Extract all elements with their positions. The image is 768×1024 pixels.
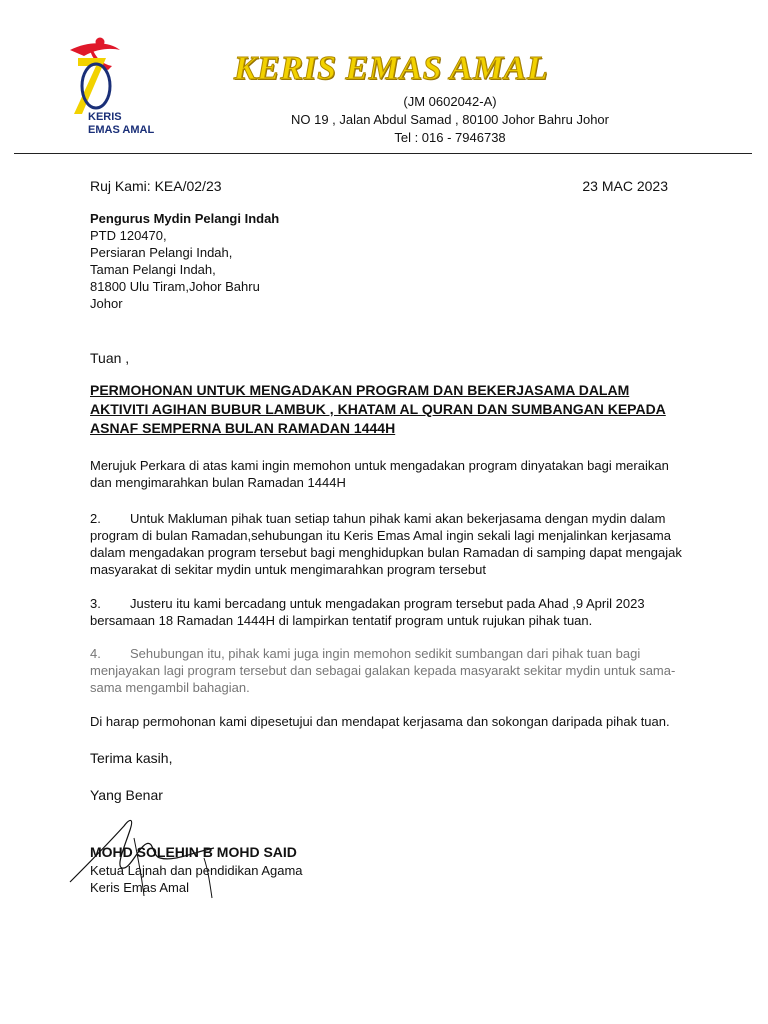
organization-telephone: Tel : 016 - 7946738 <box>394 130 506 145</box>
signer-organization: Keris Emas Amal <box>90 880 189 895</box>
paragraph-2 <box>90 510 690 578</box>
logo-wordmark-line1: KERIS <box>88 111 122 123</box>
recipient-address-line: Johor <box>90 296 123 311</box>
paragraph-3-text: Justeru itu kami bercadang untuk mengadakan program tersebut pada Ahad ,9 April 2023 bersamaan 18 Ramadan 1444H di lampirkan tentatif program untuk rujukan pihak tuan. <box>90 596 645 628</box>
paragraph-2-text: Untuk Makluman pihak tuan setiap tahun pihak kami akan bekerjasama dengan mydin dalam program di bulan Ramadan,sehubungan itu Keris Emas Amal ingin sekali lagi menjalinkan kerjasama dalam mengadakan program tersebut bagi menghidupkan bulan Ramadan di samping dapat mengajak masyarakat di sekitar mydin untuk mengimarahkan program tersebut <box>90 511 682 577</box>
signer-details <box>90 862 303 896</box>
letterhead-divider <box>14 153 752 154</box>
paragraph-1: Merujuk Perkara di atas kami ingin memohon untuk mengadakan program dinyatakan bagi meraikan dan mengimarahkan bulan Ramadan 1444H <box>90 458 669 490</box>
reference-number: Ruj Kami: KEA/02/23 <box>90 178 222 194</box>
logo-red-head <box>96 38 105 47</box>
signer-title: Ketua Lajnah dan pendidikan Agama <box>90 863 303 878</box>
recipient-address-line: PTD 120470, <box>90 228 167 243</box>
paragraph-number: 4. <box>90 646 101 661</box>
organization-name <box>0 50 768 88</box>
recipient-address-line: Taman Pelangi Indah, <box>90 262 216 277</box>
recipient-block <box>90 210 279 312</box>
registration-number: (JM 0602042-A) <box>403 94 497 109</box>
logo-wordmark-line2: EMAS AMAL <box>88 124 155 136</box>
paragraph-5: Di harap permohonan kami dipesetujui dan mendapat kerjasama dan sokongan daripada pihak tuan. <box>90 714 670 729</box>
paragraph-3 <box>90 595 690 629</box>
paragraph-number: 2. <box>90 511 101 526</box>
closing-line: Yang Benar <box>90 787 163 803</box>
recipient-address-line: Persiaran Pelangi Indah, <box>90 245 233 260</box>
letter-date: 23 MAC 2023 <box>582 178 668 194</box>
thanks-line: Terima kasih, <box>90 750 173 766</box>
letter-subject: PERMOHONAN UNTUK MENGADAKAN PROGRAM DAN BEKERJASAMA DALAM AKTIVITI AGIHAN BUBUR LAMBUK , KHATAM AL QURAN DAN SUMBANGAN KEPADA ASNAF SEMPERNA BULAN RAMADAN 1444H <box>90 382 666 436</box>
paragraph-4-text: Sehubungan itu, pihak kami juga ingin memohon sedikit sumbangan dari pihak tuan bagi menjayakan lagi program tersebut dan sebagai galakan kepada masyarakt sekitar mydin untuk sama-sama mengambil bahagian. <box>90 646 676 695</box>
recipient-name: Pengurus Mydin Pelangi Indah <box>90 211 280 226</box>
paragraph-4 <box>90 645 690 696</box>
organization-address: NO 19 , Jalan Abdul Samad , 80100 Johor Bahru Johor <box>291 112 609 127</box>
logo-wordmark <box>88 111 154 137</box>
organization-name-text: KERIS EMAS AMAL <box>233 50 549 87</box>
paragraph-number: 3. <box>90 596 101 611</box>
signer-name: MOHD SOLEHIN B MOHD SAID <box>90 844 297 860</box>
salutation: Tuan , <box>90 350 130 366</box>
recipient-address-line: 81800 Ulu Tiram,Johor Bahru <box>90 279 260 294</box>
